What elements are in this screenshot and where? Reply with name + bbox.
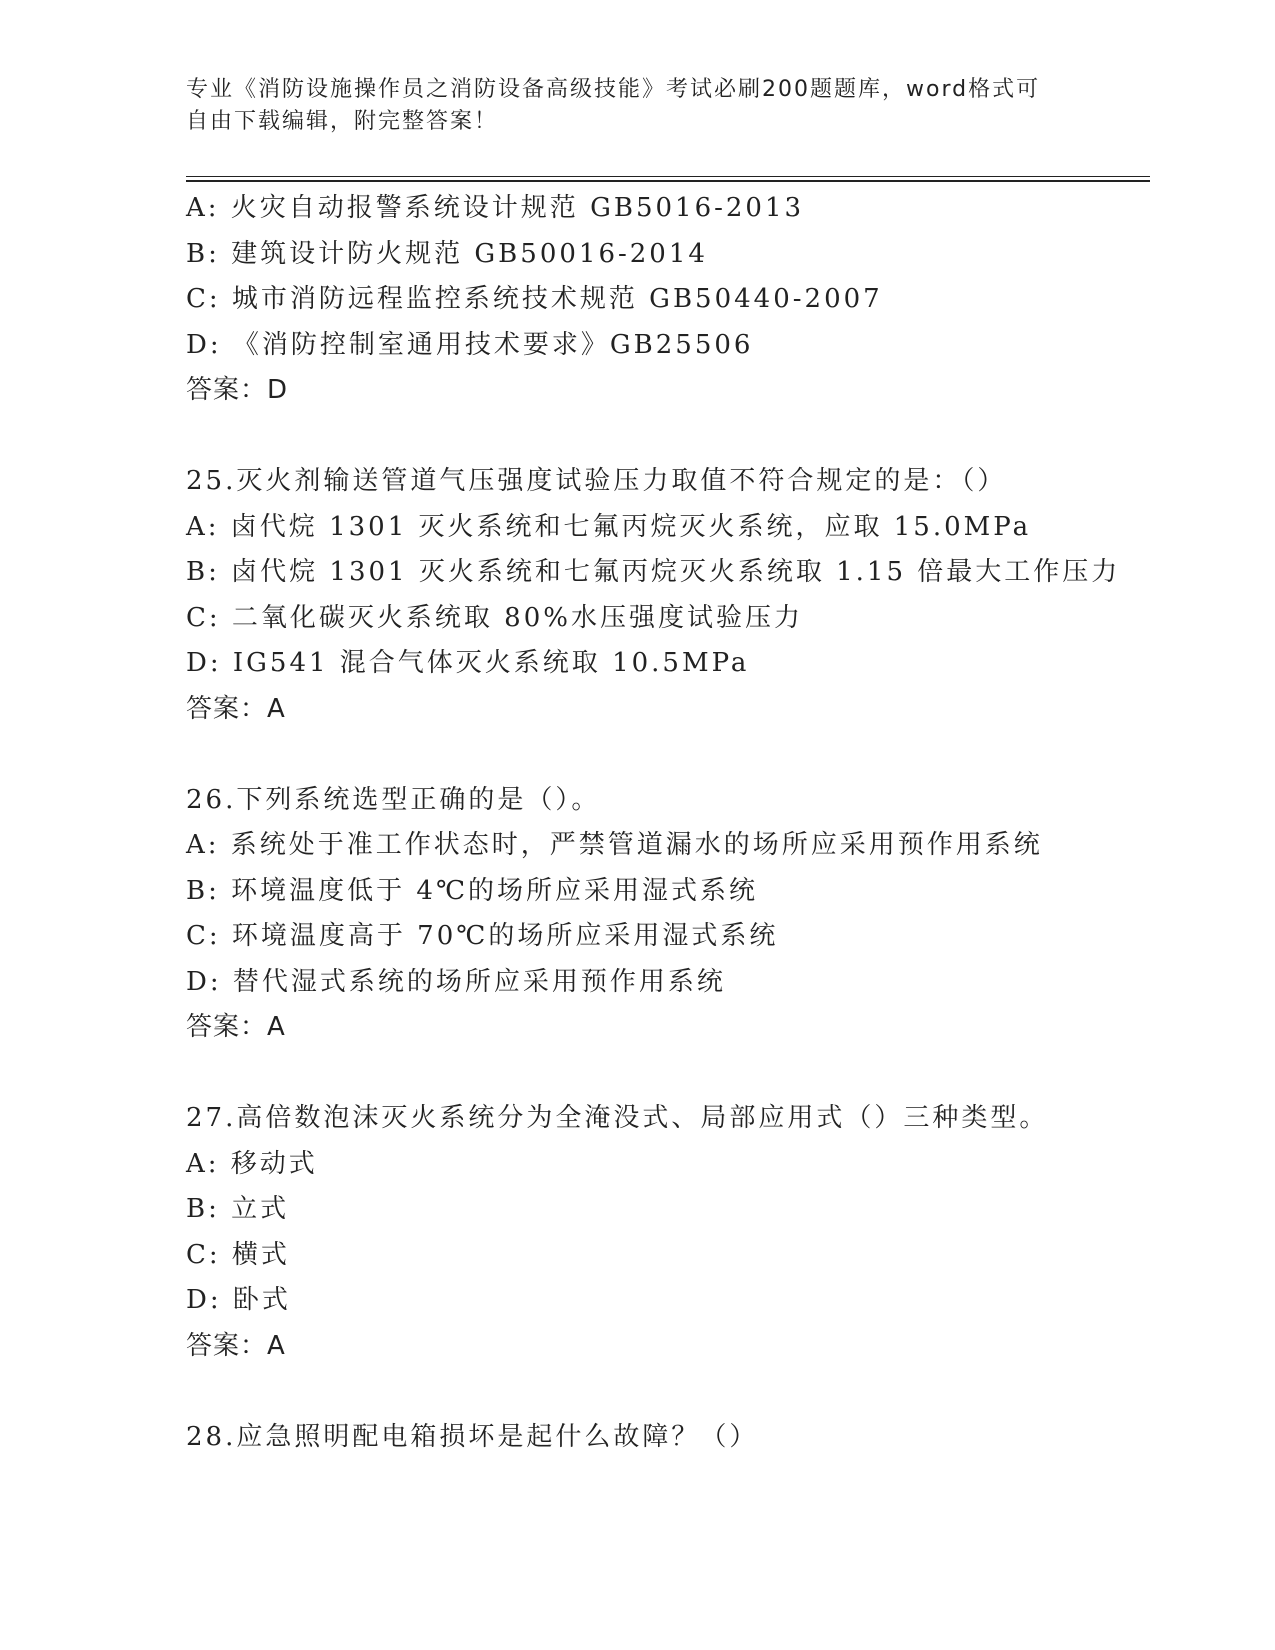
option-a: A: 移动式 xyxy=(186,1148,318,1179)
option-c: C: 环境温度高于 70℃的场所应采用湿式系统 xyxy=(186,921,779,951)
question-block-28 xyxy=(186,1415,1186,1461)
option-c: C: 城市消防远程监控系统技术规范 GB50440-2007 xyxy=(186,284,883,314)
option-b: B: 建筑设计防火规范 GB50016-2014 xyxy=(186,238,708,269)
question-list xyxy=(186,186,1186,1460)
header-divider-thick xyxy=(186,180,1150,182)
answer-line: 答案：A xyxy=(186,1330,286,1361)
question-block-24 xyxy=(186,186,1186,414)
option-c: C: 横式 xyxy=(186,1239,290,1270)
header-divider-thin xyxy=(186,176,1150,177)
option-d: D: 卧式 xyxy=(186,1285,291,1315)
option-a: A: 火灾自动报警系统设计规范 GB5016-2013 xyxy=(186,193,805,223)
option-a: A: 系统处于准工作状态时，严禁管道漏水的场所应采用预作用系统 xyxy=(186,830,1043,860)
question-stem: 26.下列系统选型正确的是（）。 xyxy=(186,784,601,815)
question-stem: 27.高倍数泡沫灭火系统分为全淹没式、局部应用式（）三种类型。 xyxy=(186,1103,1049,1133)
question-block-26 xyxy=(186,778,1186,1051)
question-stem: 25.灭火剂输送管道气压强度试验压力取值不符合规定的是：（） xyxy=(186,466,1007,496)
option-d: D: IG541 混合气体灭火系统取 10.5MPa xyxy=(186,648,750,678)
question-stem: 28.应急照明配电箱损坏是起什么故障？（） xyxy=(186,1421,759,1452)
header-line-1: 专业《消防设施操作员之消防设备高级技能》考试必刷200题题库，word格式可 xyxy=(186,77,1041,102)
option-b: B: 卤代烷 1301 灭火系统和七氟丙烷灭火系统取 1.15 倍最大工作压力 xyxy=(186,557,1121,587)
header-line-2: 自由下载编辑，附完整答案！ xyxy=(186,109,499,134)
option-a: A: 卤代烷 1301 灭火系统和七氟丙烷灭火系统，应取 15.0MPa xyxy=(186,511,1032,542)
option-c: C: 二氧化碳灭火系统取 80%水压强度试验压力 xyxy=(186,602,803,633)
option-b: B: 环境温度低于 4℃的场所应采用湿式系统 xyxy=(186,875,759,906)
option-d: D: 替代湿式系统的场所应采用预作用系统 xyxy=(186,966,726,997)
answer-line: 答案：D xyxy=(186,375,289,405)
option-b: B: 立式 xyxy=(186,1194,290,1224)
answer-line: 答案：A xyxy=(186,1012,286,1042)
question-block-27 xyxy=(186,1096,1186,1369)
question-block-25 xyxy=(186,459,1186,732)
option-d: D: 《消防控制室通用技术要求》GB25506 xyxy=(186,329,754,360)
document-header xyxy=(186,74,1086,138)
answer-line: 答案：A xyxy=(186,693,286,724)
